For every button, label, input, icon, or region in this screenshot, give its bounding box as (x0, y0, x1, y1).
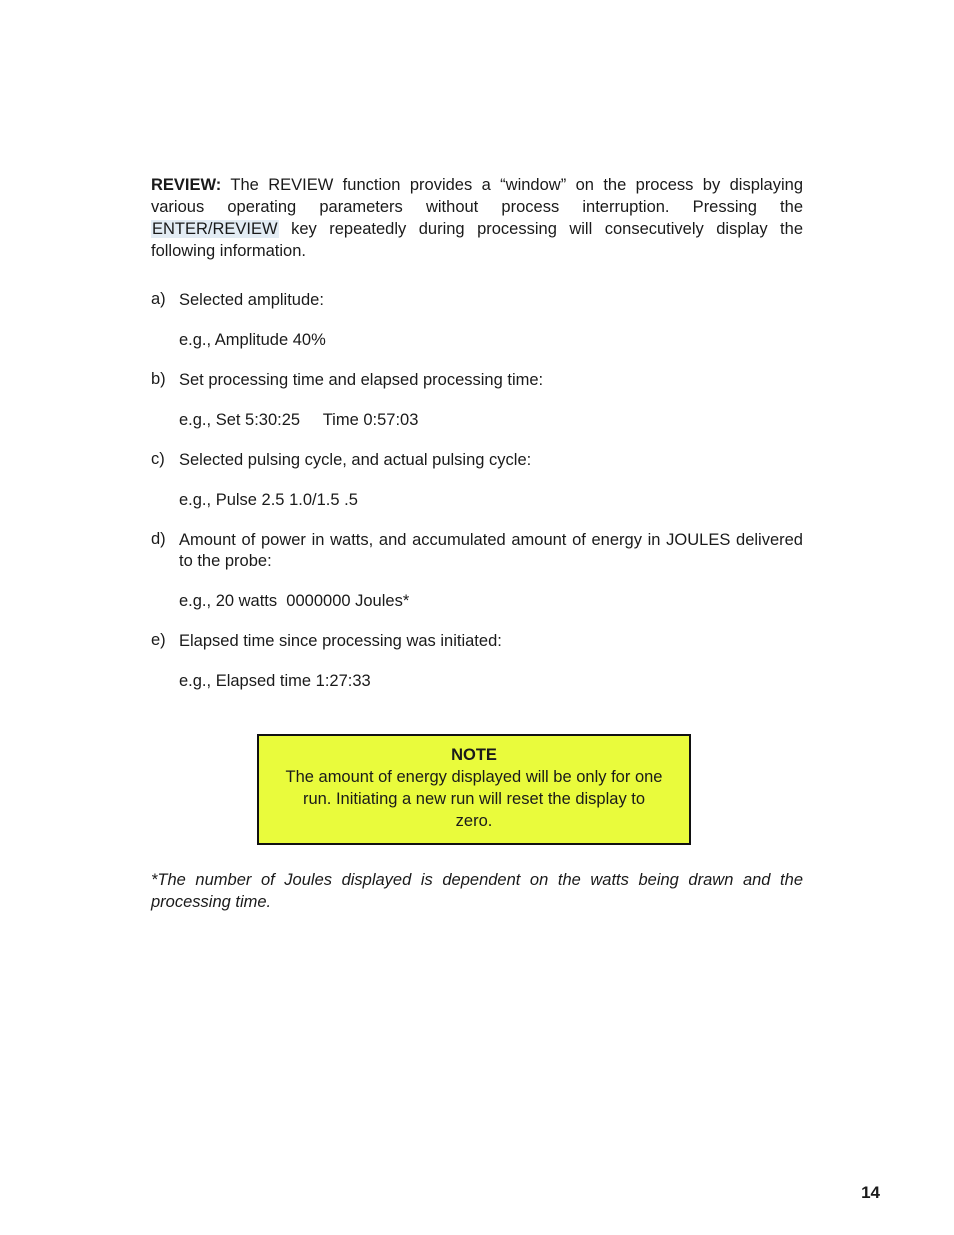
note-title: NOTE (451, 746, 497, 764)
list-item-marker: e) (151, 631, 166, 649)
page-number: 14 (861, 1183, 880, 1202)
list-item-text: Set processing time and elapsed processing time: (179, 371, 544, 389)
list-item-text: Amount of power in watts, and accumulated amount of energy in JOULES delivered to the probe: (179, 531, 803, 570)
page-body (151, 174, 803, 711)
note-body: The amount of energy displayed will be only for one run. Initiating a new run will reset the display to zero. (285, 768, 663, 830)
intro-text-before: The REVIEW function provides a “window” on the process by displaying various operating parameters without process interruption. Pressing the (151, 176, 803, 216)
list-item-example: e.g., 20 watts 0000000 Joules* (179, 592, 410, 610)
list-item-example: e.g., Amplitude 40% (179, 331, 326, 349)
list-item-text: Selected amplitude: (179, 291, 324, 309)
list-item (151, 631, 803, 692)
enter-review-key-name: ENTER/REVIEW (152, 220, 278, 238)
list-item-marker: c) (151, 450, 165, 468)
note-box (257, 734, 691, 845)
intro-paragraph (151, 174, 803, 262)
list-item (151, 450, 803, 511)
list-item-example: e.g., Pulse 2.5 1.0/1.5 .5 (179, 491, 358, 509)
list-item (151, 290, 803, 351)
list-item (151, 370, 803, 431)
review-info-list (151, 290, 803, 692)
footnote: *The number of Joules displayed is dependent on the watts being drawn and the processing time. (151, 871, 803, 911)
list-item-marker: b) (151, 370, 166, 388)
review-label: REVIEW: (151, 176, 222, 194)
list-item-text: Elapsed time since processing was initiated: (179, 632, 502, 650)
list-item-text: Selected pulsing cycle, and actual pulsing cycle: (179, 451, 532, 469)
list-item-marker: d) (151, 530, 166, 548)
list-item-example: e.g., Elapsed time 1:27:33 (179, 672, 371, 690)
list-item-example: e.g., Set 5:30:25 Time 0:57:03 (179, 411, 419, 429)
intro-text-after: key repeatedly during processing will consecutively display the following information. (151, 220, 803, 260)
list-item-marker: a) (151, 290, 166, 308)
list-item (151, 530, 803, 612)
